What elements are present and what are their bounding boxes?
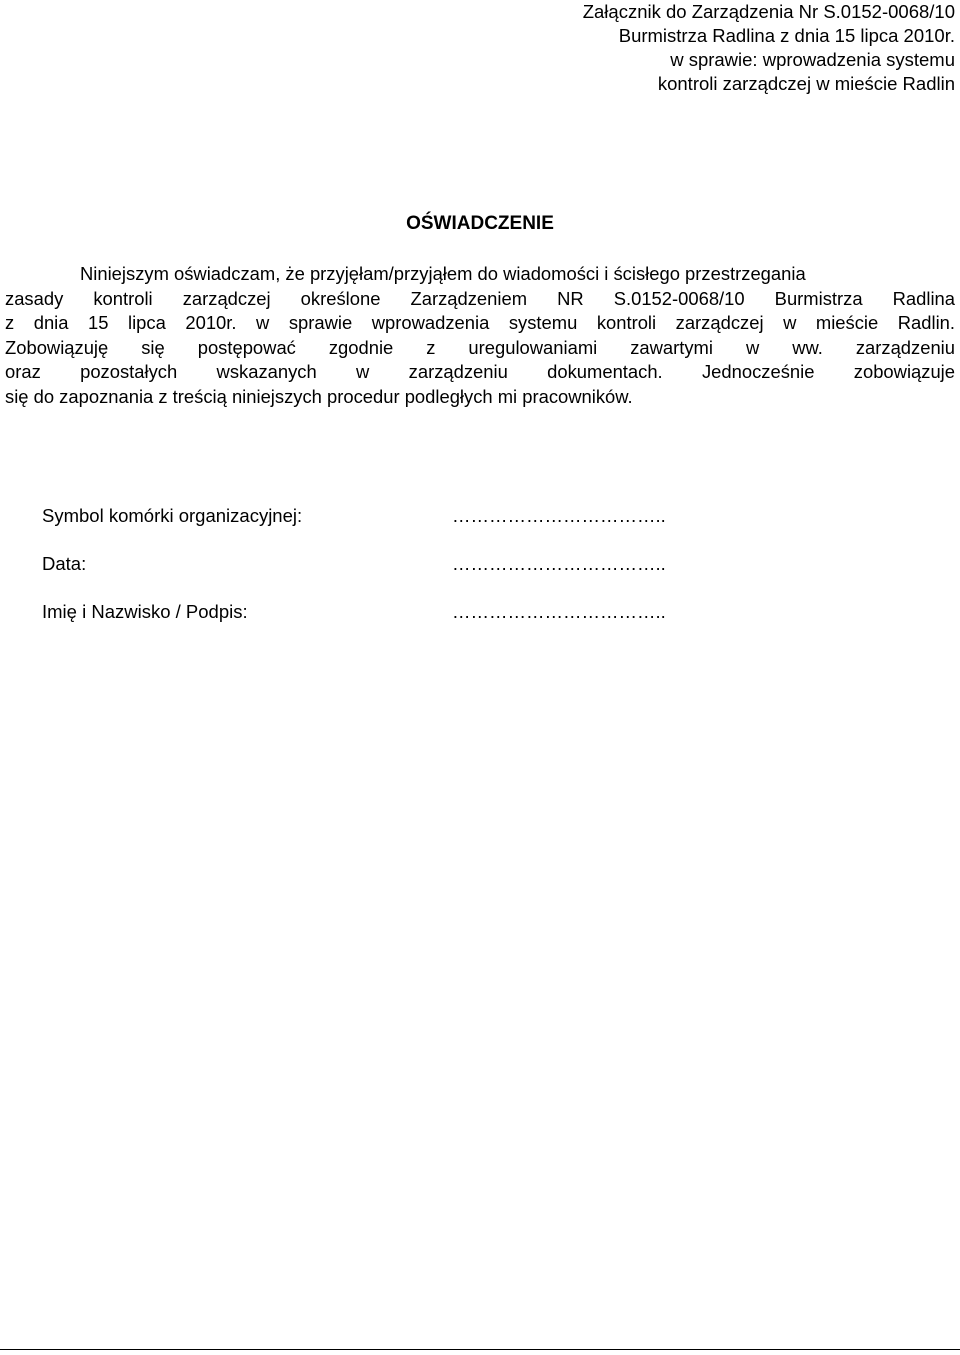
name-signature-label: Imię i Nazwisko / Podpis: — [42, 601, 248, 622]
name-signature-field: …………………………….. — [452, 601, 666, 622]
form-row-symbol — [42, 504, 666, 528]
symbol-field: …………………………….. — [452, 505, 666, 526]
body-line-3: z dnia 15 lipca 2010r. w sprawie wprowadzenia systemu kontroli zarządczej w mieście Radlin. — [5, 312, 955, 334]
body-line-1: Niniejszym oświadczam, że przyjęłam/przyjąłem do wiadomości i ścisłego przestrzegania — [80, 263, 806, 284]
body-line-2: zasady kontroli zarządczej określone Zarządzeniem NR S.0152-0068/10 Burmistrza Radlina — [5, 287, 955, 309]
body-line-5: oraz pozostałych wskazanych w zarządzeniu dokumentach. Jednocześnie zobowiązuje — [5, 361, 955, 383]
date-label: Data: — [42, 553, 87, 574]
header-line-mayor-date: Burmistrza Radlina z dnia 15 lipca 2010r. — [618, 25, 955, 46]
symbol-label: Symbol komórki organizacyjnej: — [42, 505, 303, 526]
header-line-subject-cont: kontroli zarządczej w mieście Radlin — [657, 73, 955, 94]
body-line-6: się do zapoznania z treścią niniejszych procedur podległych mi pracowników. — [5, 385, 633, 407]
declaration-body — [5, 262, 955, 410]
document-header — [583, 0, 955, 96]
form-row-date — [42, 552, 666, 576]
body-line-4: Zobowiązuję się postępować zgodnie z uregulowaniami zawartymi w ww. zarządzeniu — [5, 336, 955, 358]
header-line-attachment: Załącznik do Zarządzenia Nr S.0152-0068/10 — [582, 1, 955, 22]
header-line-subject: w sprawie: wprowadzenia systemu — [670, 49, 955, 70]
page-bottom-rule — [0, 1349, 960, 1350]
date-field: …………………………….. — [452, 553, 666, 574]
document-title: OŚWIADCZENIE — [406, 213, 554, 234]
form-row-name-signature — [42, 600, 666, 624]
